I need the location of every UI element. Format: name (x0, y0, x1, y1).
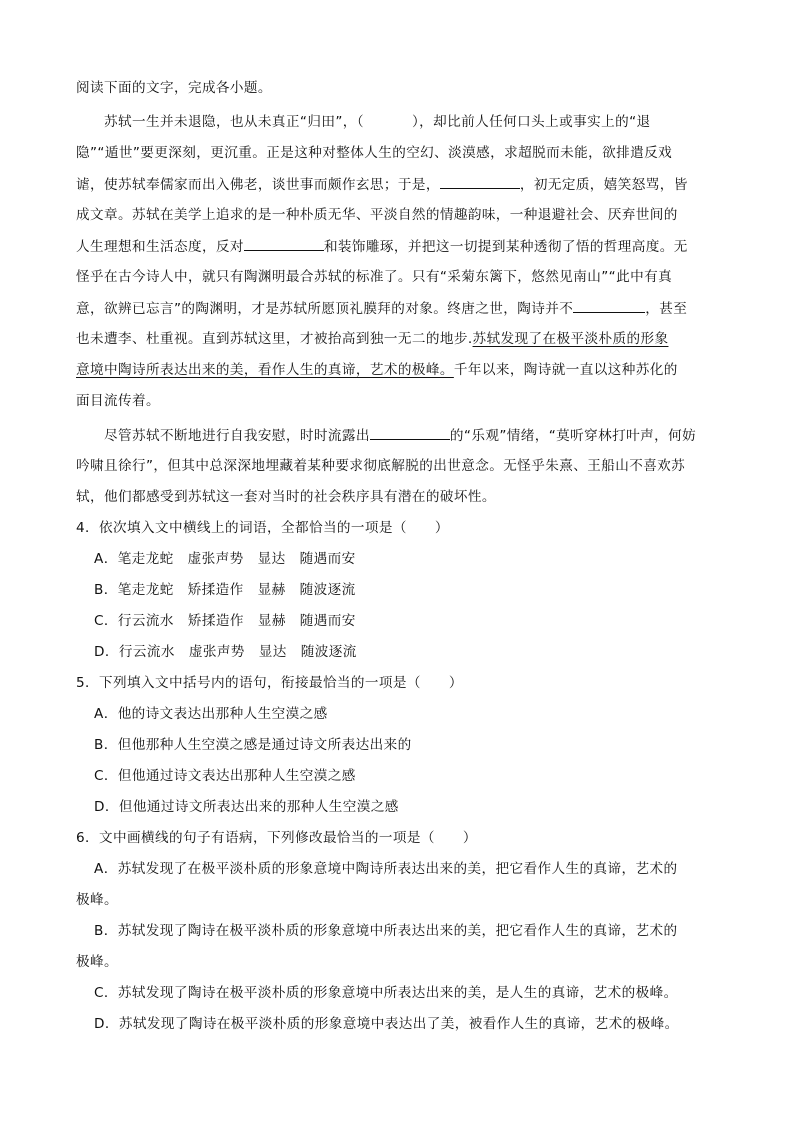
passage-line: 成文章。苏轼在美学上追求的是一种朴质无华、平淡自然的情趣韵味，一种退避社会、厌弃世间的 (76, 207, 678, 223)
passage-line: 尽管苏轼不断地进行自我安慰，时时流露出 的“乐观”情绪，“莫听穿林打叶声，何妨 (104, 425, 696, 446)
passage-line: 也未遭李、杜重视。直到苏轼这里，才被抬高到独一无二的地步.苏轼发现了在极平淡朴质的形象 (76, 331, 669, 347)
q5-option-b: B．但他那种人生空漠之感是通过诗文所表达出来的 (94, 737, 412, 753)
underlined-sentence: 意境中陶诗所表达出来的美，看作人生的真谛，艺术的极峰。 (76, 362, 454, 378)
q6-option-a-cont: 极峰。 (76, 892, 118, 908)
passage-line: 面目流传着。 (76, 393, 160, 409)
q6-option-b: B．苏轼发现了陶诗在极平淡朴质的形象意境中所表达出来的美，把它看作人生的真谛，艺术的 (94, 923, 678, 939)
passage-line: 吟啸且徐行”，但其中总深深地埋藏着某种要求彻底解脱的出世意念。无怪乎朱熹、王船山不喜欢苏 (76, 458, 686, 474)
question-5-stem: 5．下列填入文中括号内的语句，衔接最恰当的一项是（ ） (76, 675, 463, 691)
passage-line: 轼，他们都感受到苏轼这一套对当时的社会秩序具有潜在的破坏性。 (76, 489, 496, 505)
passage-line: 意境中陶诗所表达出来的美，看作人生的真谛，艺术的极峰。千年以来，陶诗就一直以这种苏化的 (76, 362, 678, 378)
q4-option-a: A．笔走龙蛇 虚张声势 显达 随遇而安 (94, 551, 356, 567)
q6-option-c: C．苏轼发现了陶诗在极平淡朴质的形象意境中所表达出来的美，是人生的真谛，艺术的极峰。 (94, 985, 678, 1001)
q6-option-d: D．苏轼发现了陶诗在极平淡朴质的形象意境中表达出了美，被看作人生的真谛，艺术的极峰。 (94, 1016, 679, 1032)
question-6-stem: 6．文中画横线的句子有语病，下列修改最恰当的一项是（ ） (76, 830, 477, 846)
fill-blank (370, 425, 450, 440)
fill-blank (573, 298, 645, 313)
q4-option-d: D．行云流水 虚张声势 显达 随波逐流 (94, 644, 357, 660)
passage-line: 怪乎在古今诗人中，就只有陶渊明最合苏轼的标准了。只有“采菊东篱下，悠然见南山”“此中有真 (76, 269, 673, 285)
passage-line: 人生理想和生活态度，反对 和装饰雕琢，并把这一切提到某种透彻了悟的哲理高度。无 (76, 236, 688, 257)
q5-option-c: C．但他通过诗文表达出那种人生空漠之感 (94, 768, 356, 784)
passage-line: 隐”“遁世”要更深刻，更沉重。正是这种对整体人生的空幻、淡漠感，求超脱而未能，欲排遣反戏 (76, 145, 673, 161)
passage-line: 意，欲辨已忘言”的陶渊明，才是苏轼所愿顶礼膜拜的对象。终唐之世，陶诗并不 ，甚至 (76, 298, 687, 319)
q5-option-a: A．他的诗文表达出那种人生空漠之感 (94, 706, 328, 722)
passage-line: 谑，使苏轼奉儒家而出入佛老，谈世事而颇作玄思；于是， ，初无定质，嬉笑怒骂，皆 (76, 174, 688, 195)
question-4-stem: 4．依次填入文中横线上的词语，全都恰当的一项是（ ） (76, 520, 449, 536)
instructions: 阅读下面的文字，完成各小题。 (76, 80, 272, 96)
q5-option-d: D．但他通过诗文所表达出来的那种人生空漠之感 (94, 799, 399, 815)
q4-option-b: B．笔走龙蛇 矫揉造作 显赫 随波逐流 (94, 582, 356, 598)
passage-line: 苏轼一生并未退隐，也从未真正“归田”，（ ），却比前人任何口头上或事实上的“退 (104, 114, 651, 130)
underlined-sentence: 苏轼发现了在极平淡朴质的形象 (472, 331, 669, 347)
q4-option-c: C．行云流水 矫揉造作 显赫 随遇而安 (94, 613, 356, 629)
fill-blank (244, 236, 324, 251)
q6-option-a: A．苏轼发现了在极平淡朴质的形象意境中陶诗所表达出来的美，把它看作人生的真谛，艺术的 (94, 861, 678, 877)
fill-blank (440, 174, 520, 189)
q6-option-b-cont: 极峰。 (76, 954, 118, 970)
